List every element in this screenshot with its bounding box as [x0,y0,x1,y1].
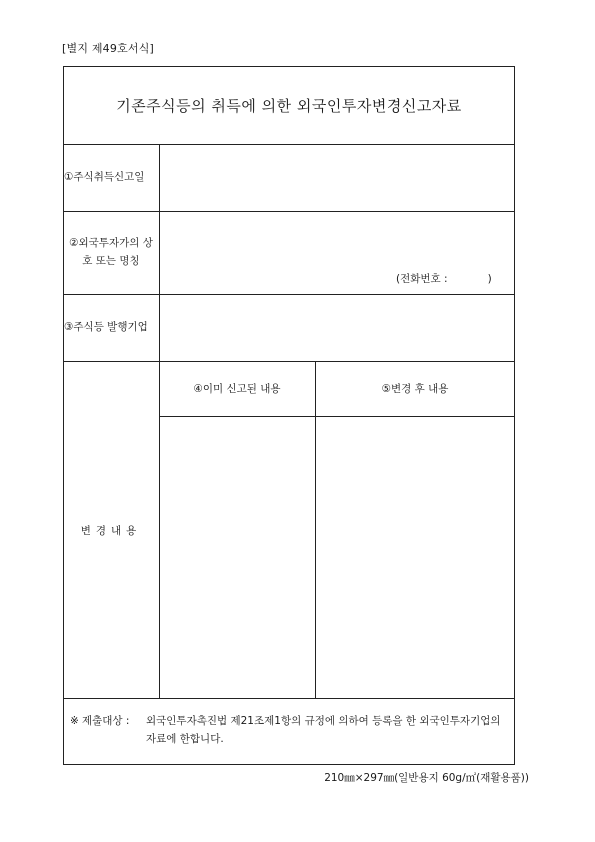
form-title: 기존주식등의 취득에 의한 외국인투자변경신고자료 [116,96,462,115]
note-lead: 제출대상 : [82,715,130,727]
issuer-label: ③주식등 발행기업 [64,320,148,333]
acquisition-date-field[interactable] [160,145,514,210]
investor-name-label [63,211,159,294]
investor-name-label-line2: 호 또는 명칭 [82,254,140,267]
after-content-field[interactable] [316,417,514,697]
note-mark: ※ [70,715,79,727]
issuer-field[interactable] [160,295,514,360]
phone-number-note: (전화번호 : ) [396,273,492,285]
investor-name-label-line1: ②외국투자가의 상 [69,236,153,249]
acquisition-date-label: ①주식취득신고일 [64,170,145,183]
divider-note [63,698,515,699]
before-header: ④이미 신고된 내용 [193,383,281,395]
after-header: ⑤변경 후 내용 [381,383,449,395]
paper-spec-footer: 210㎜×297㎜(일반용지 60g/㎡(재활용품)) [324,772,529,784]
change-details-label: 변경내용 [80,524,142,537]
before-content-field[interactable] [160,417,314,697]
form-number-label: [별지 제49호서식] [62,42,155,55]
note-body: 외국인투자촉진법 제21조제1항의 규정에 의하여 등록을 한 외국인투자기업의 자료에 한합니다. [146,715,501,746]
